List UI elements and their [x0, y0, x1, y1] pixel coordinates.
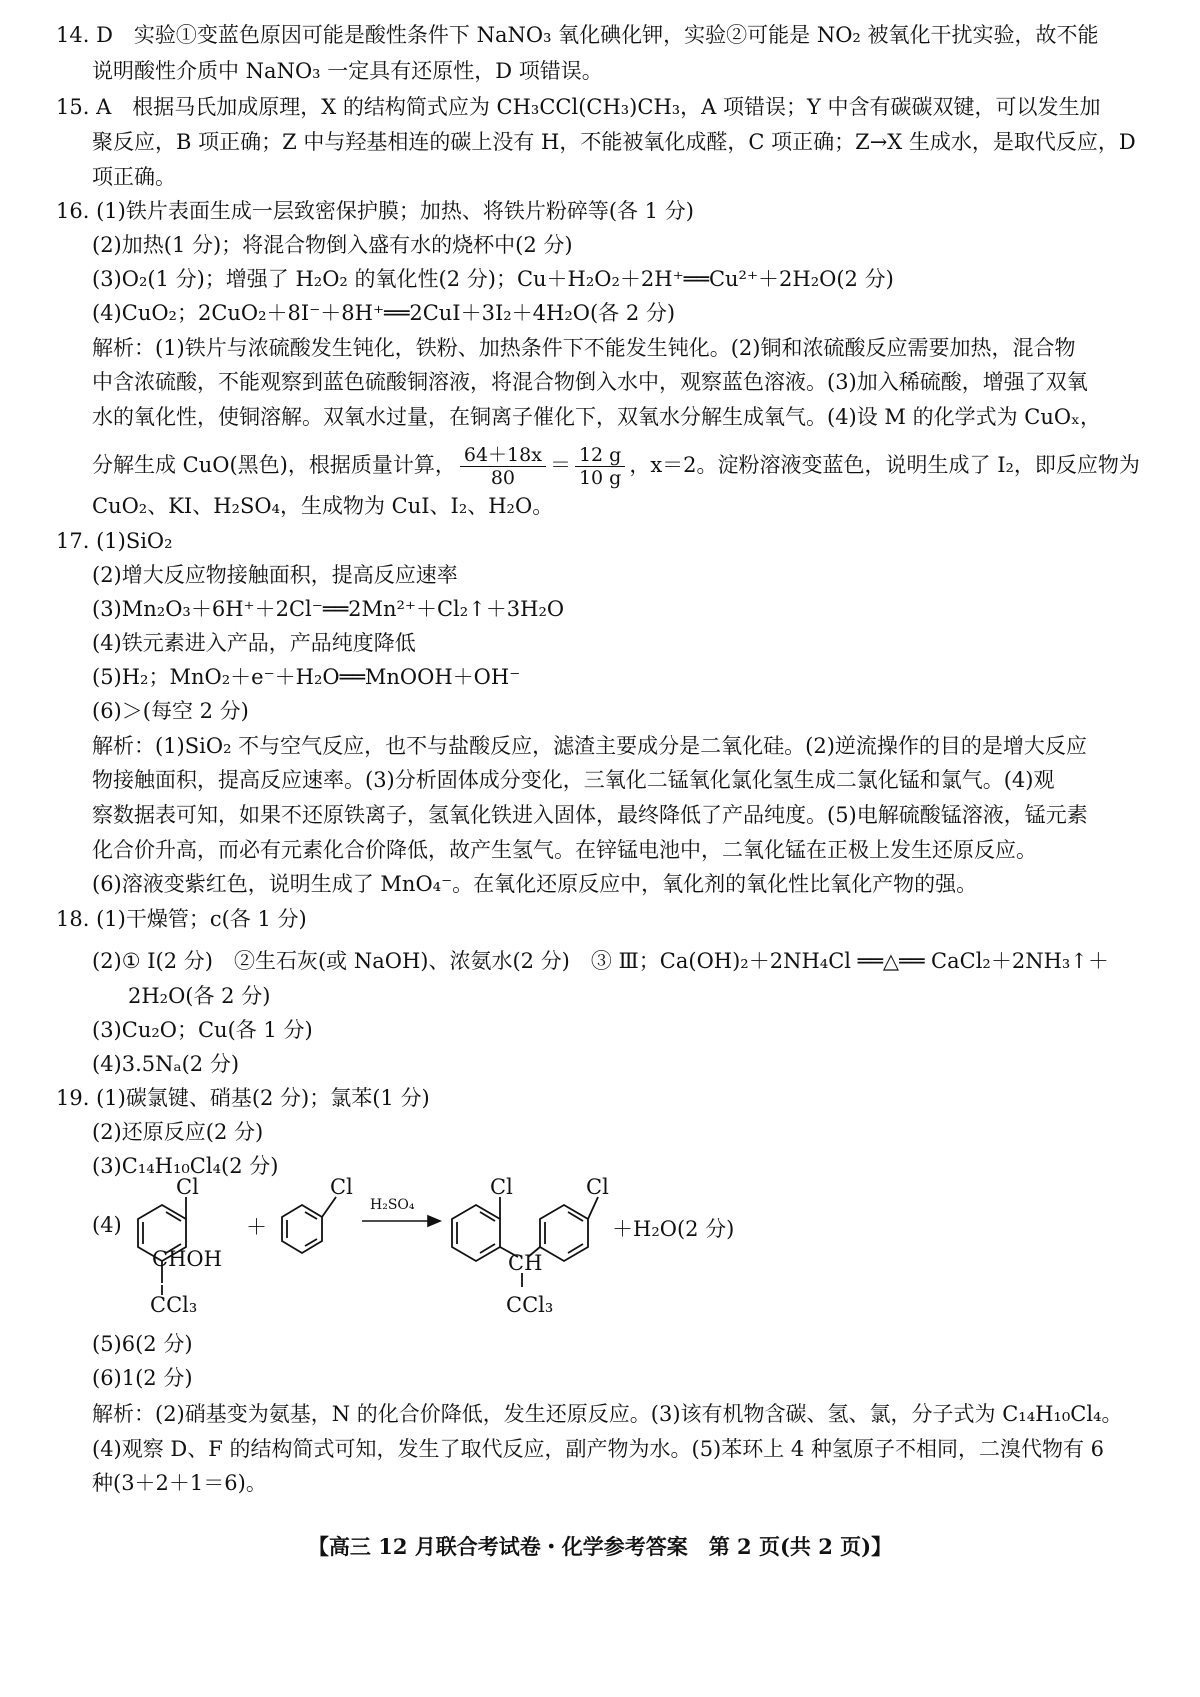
benzene-ring-reactant-1 [138, 1197, 186, 1295]
reaction-arrow [362, 1216, 440, 1226]
ch-label: CH [508, 1251, 543, 1275]
q18-line-4: (3)Cu₂O；Cu(各 1 分) [92, 1018, 313, 1042]
q19-analysis-1: 解析：(2)硝基变为氨基，N 的化合价降低，发生还原反应。(3)该有机物含碳、氢、氯，分子式为 C₁₄H₁₀Cl₄。 [92, 1402, 1123, 1426]
q17-analysis-1: 解析：(1)SiO₂ 不与空气反应，也不与盐酸反应，滤渣主要成分是二氧化硅。(2)逆流操作的目的是增大反应 [92, 734, 1087, 758]
q17-line-4: (4)铁元素进入产品，产品纯度降低 [92, 631, 416, 655]
plus-sign: ＋ [246, 1215, 267, 1239]
q17-line-6: (6)＞(每空 2 分) [92, 699, 249, 723]
q19-line-1: 19. (1)碳氯键、硝基(2 分)；氯苯(1 分) [56, 1086, 430, 1110]
cl-label-1: Cl [176, 1175, 199, 1199]
q17-line-5: (5)H₂；MnO₂＋e⁻＋H₂O══MnOOH＋OH⁻ [92, 665, 521, 689]
page-footer: 【高三 12 月联合考试卷・化学参考答案 第 2 页(共 2 页)】 [307, 1534, 893, 1559]
q15-line-2: 聚反应，B 项正确；Z 中与羟基相连的碳上没有 H，不能被氧化成醛，C 项正确；Z→X 生成水，是取代反应，D [92, 130, 1136, 154]
q18-line-3: 2H₂O(各 2 分) [128, 984, 271, 1008]
q19-line-5: (5)6(2 分) [92, 1332, 193, 1356]
product-water-text: ＋H₂O(2 分) [612, 1217, 735, 1241]
q16-mass-text-pre: 分解生成 CuO(黑色)，根据质量计算， [92, 453, 456, 477]
q17-line-2: (2)增大反应物接触面积，提高反应速率 [92, 563, 458, 587]
q17-analysis-2: 物接触面积，提高反应速率。(3)分析固体成分变化，三氧化二锰氧化氯化氢生成二氯化锰和氯气。(4)观 [92, 768, 1055, 792]
ccl3-label-2: CCl₃ [506, 1293, 554, 1317]
reaction-scheme [0, 1175, 1200, 1325]
mass-fraction-1: $\frac{64+18x}{80}$ [460, 444, 546, 489]
benzene-ring-reactant-2 [282, 1197, 336, 1253]
q18-line-1: 18. (1)干燥管；c(各 1 分) [56, 907, 307, 931]
equals-sign: ＝ [549, 453, 571, 477]
q16-analysis-2: 中含浓硫酸，不能观察到蓝色硫酸铜溶液，将混合物倒入水中，观察蓝色溶液。(3)加入稀硫酸，增强了双氧 [92, 370, 1088, 394]
mass-fraction-2: $\frac{12 g}{10 g}$ [575, 444, 625, 489]
reagent-label: H₂SO₄ [370, 1197, 415, 1213]
q16-analysis-3: 水的氧化性，使铜溶解。双氧水过量，在铜离子催化下，双氧水分解生成氧气。(4)设 M 的化学式为 CuOₓ， [92, 405, 1101, 429]
q14-line-1: 14. D 实验①变蓝色原因可能是酸性条件下 NaNO₃ 氧化碘化钾，实验②可能是 NO₂ 被氧化干扰实验，故不能 [56, 23, 1099, 47]
q19-part4-label: (4) [92, 1213, 122, 1237]
q14-line-2: 说明酸性介质中 NaNO₃ 一定具有还原性，D 项错误。 [92, 59, 603, 83]
q18-line-5: (4)3.5Nₐ(2 分) [92, 1052, 240, 1076]
q16-analysis-5: CuO₂、KI、H₂SO₄，生成物为 CuI、I₂、H₂O。 [92, 494, 554, 518]
cl-label-2: Cl [330, 1175, 353, 1199]
cl-label-3: Cl [490, 1175, 513, 1199]
q16-analysis-4 [0, 441, 1200, 489]
q19-line-6: (6)1(2 分) [92, 1366, 193, 1390]
q17-analysis-5: (6)溶液变紫红色，说明生成了 MnO₄⁻。在氧化还原反应中，氧化剂的氧化性比氧化产物的强。 [92, 872, 978, 896]
q15-line-1: 15. A 根据马氏加成原理，X 的结构简式应为 CH₃CCl(CH₃)CH₃，A 项错误；Y 中含有碳碳双键，可以发生加 [56, 95, 1101, 119]
ccl3-label-1: CCl₃ [150, 1293, 198, 1317]
q16-analysis-1: 解析：(1)铁片与浓硫酸发生钝化，铁粉、加热条件下不能发生钝化。(2)铜和浓硫酸反应需要加热，混合物 [92, 336, 1076, 360]
q19-analysis-2: (4)观察 D、F 的结构简式可知，发生了取代反应，副产物为水。(5)苯环上 4 种氢原子不相同，二溴代物有 6 [92, 1437, 1104, 1461]
q19-line-2: (2)还原反应(2 分) [92, 1120, 264, 1144]
q17-analysis-4: 化合价升高，而必有元素化合价降低，故产生氢气。在锌锰电池中，二氧化锰在正极上发生还原反应。 [92, 838, 1037, 862]
q16-line-1: 16. (1)铁片表面生成一层致密保护膜；加热、将铁片粉碎等(各 1 分) [56, 199, 694, 223]
q16-line-2: (2)加热(1 分)；将混合物倒入盛有水的烧杯中(2 分) [92, 233, 573, 257]
q16-line-3: (3)O₂(1 分)；增强了 H₂O₂ 的氧化性(2 分)；Cu＋H₂O₂＋2H⁺══Cu²⁺＋2H₂O(2 分) [92, 267, 894, 291]
choh-label: CHOH [152, 1247, 222, 1271]
q16-line-4: (4)CuO₂；2CuO₂＋8I⁻＋8H⁺══2CuI＋3I₂＋4H₂O(各 2 分) [92, 301, 676, 325]
q19-line-3: (3)C₁₄H₁₀Cl₄(2 分) [92, 1154, 279, 1178]
q16-mass-text-post: ，x＝2。淀粉溶液变蓝色，说明生成了 I₂，即反应物为 [629, 453, 1140, 477]
cl-label-4: Cl [586, 1175, 609, 1199]
q15-line-3: 项正确。 [92, 165, 176, 189]
q19-analysis-3: 种(3＋2＋1＝6)。 [92, 1471, 267, 1495]
q18-line-2: (2)① Ⅰ(2 分) ②生石灰(或 NaOH)、浓氨水(2 分) ③ Ⅲ；Ca(OH)₂＋2NH₄Cl ══△══ CaCl₂＋2NH₃↑＋ [92, 949, 1109, 973]
q17-line-1: 17. (1)SiO₂ [56, 529, 173, 553]
q17-line-3: (3)Mn₂O₃＋6H⁺＋2Cl⁻══2Mn²⁺＋Cl₂↑＋3H₂O [92, 597, 565, 621]
q17-analysis-3: 察数据表可知，如果不还原铁离子，氢氧化铁进入固体，最终降低了产品纯度。(5)电解硫酸锰溶液，锰元素 [92, 803, 1088, 827]
